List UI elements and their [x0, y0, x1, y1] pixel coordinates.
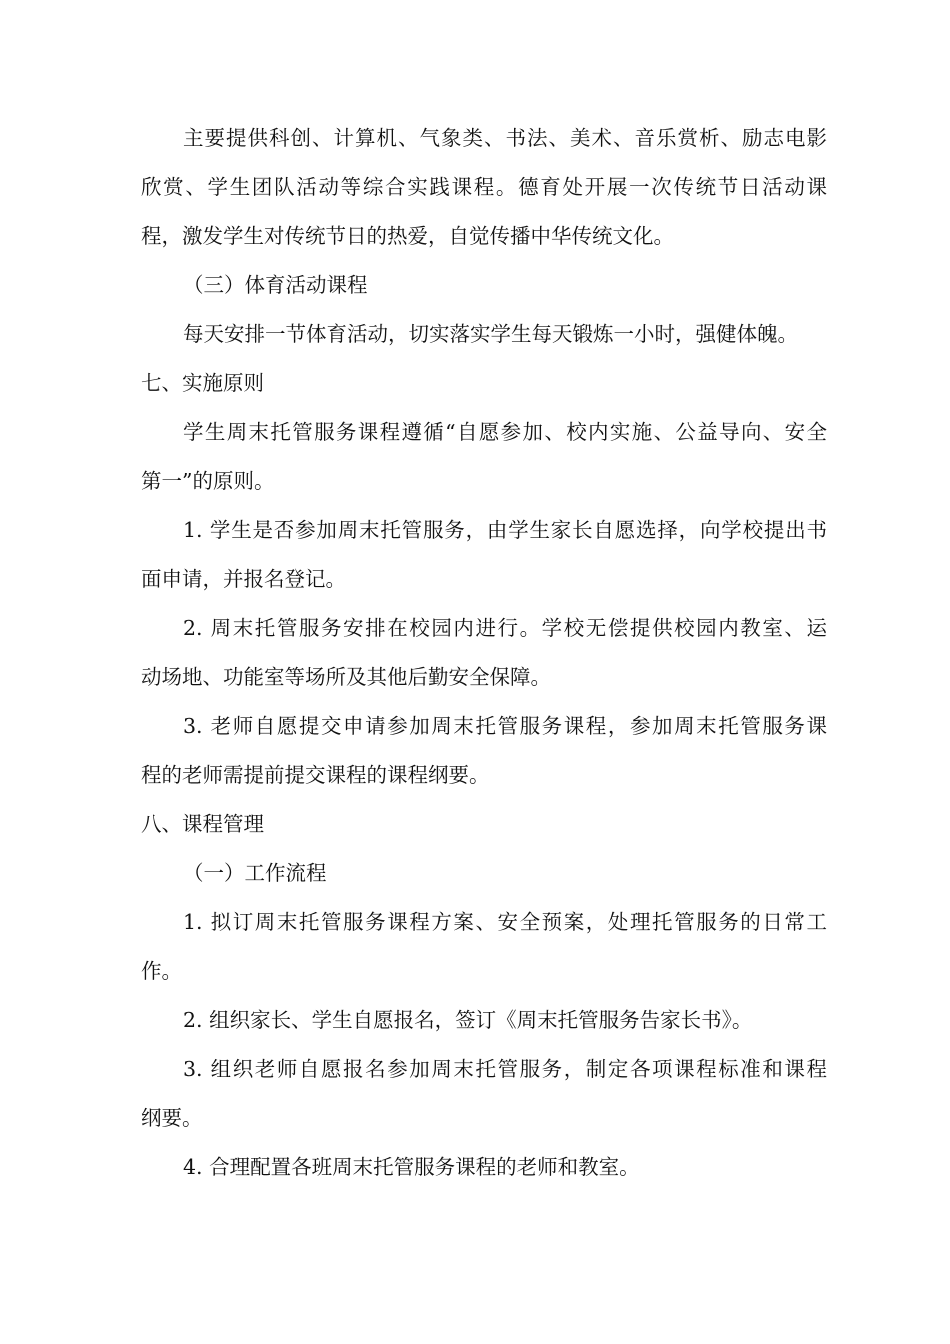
section-heading: 八、课程管理 [141, 812, 264, 836]
list-item-line: 程的老师需提前提交课程的课程纲要。 [141, 763, 490, 787]
list-item-line: 纲要。 [141, 1106, 203, 1130]
list-item-line: 1. 学生是否参加周末托管服务，由学生家长自愿选择，向学校提出书 [183, 518, 827, 542]
list-item-line: 1. 拟订周末托管服务课程方案、安全预案，处理托管服务的日常工 [183, 910, 827, 934]
subsection-heading: （一）工作流程 [183, 861, 327, 885]
list-item-line: 2. 周末托管服务安排在校园内进行。学校无偿提供校园内教室、运 [183, 616, 827, 640]
list-item-line: 面申请，并报名登记。 [141, 567, 346, 591]
paragraph-line: 第一”的原则。 [141, 469, 275, 493]
list-item-line: 3. 组织老师自愿报名参加周末托管服务，制定各项课程标准和课程 [183, 1057, 827, 1081]
list-item-line: 作。 [141, 959, 182, 983]
list-item-line: 2. 组织家长、学生自愿报名，签订《周末托管服务告家长书》。 [183, 1008, 753, 1032]
paragraph-line: 欣赏、学生团队活动等综合实践课程。德育处开展一次传统节日活动课 [141, 175, 827, 199]
subsection-heading: （三）体育活动课程 [183, 273, 368, 297]
list-item-line: 4. 合理配置各班周末托管服务课程的老师和教室。 [183, 1155, 640, 1179]
list-item-line: 动场地、功能室等场所及其他后勤安全保障。 [141, 665, 551, 689]
section-heading: 七、实施原则 [141, 371, 264, 395]
paragraph-line: 程，激发学生对传统节日的热爱，自觉传播中华传统文化。 [141, 224, 674, 248]
paragraph-line: 学生周末托管服务课程遵循“自愿参加、校内实施、公益导向、安全 [183, 420, 827, 444]
paragraph-line: 主要提供科创、计算机、气象类、书法、美术、音乐赏析、励志电影 [183, 126, 827, 150]
list-item-line: 3. 老师自愿提交申请参加周末托管服务课程，参加周末托管服务课 [183, 714, 827, 738]
paragraph-line: 每天安排一节体育活动，切实落实学生每天锻炼一小时，强健体魄。 [183, 322, 798, 346]
